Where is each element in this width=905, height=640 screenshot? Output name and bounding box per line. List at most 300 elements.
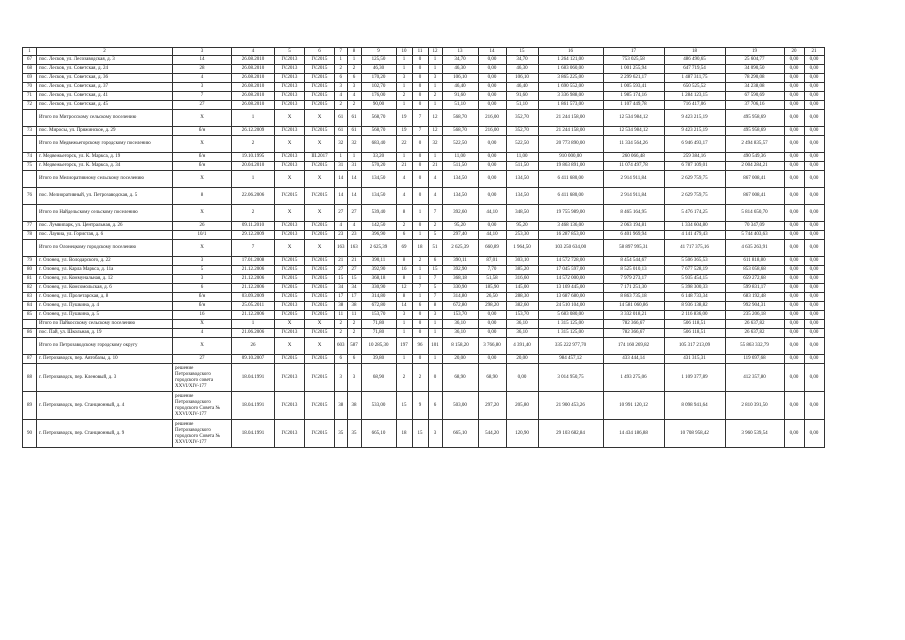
table-cell: 7 — [412, 127, 428, 136]
table-cell: IV.2015 — [275, 275, 305, 284]
table-cell: 24 510 104,00 — [538, 302, 603, 311]
table-cell: 544,20 — [478, 420, 506, 448]
table-cell: 0,00 — [784, 205, 804, 222]
table-cell: 1 493 275,06 — [603, 364, 664, 392]
table-cell: 0,00 — [804, 171, 824, 188]
address-cell: г. Медвежьегорск, ул. К. Маркса, д. 19 — [37, 153, 173, 162]
table-cell: 134,50 — [361, 171, 396, 188]
table-cell: 26.08.2010 — [232, 65, 275, 74]
table-cell: 185,90 — [478, 284, 506, 293]
table-cell: 3 — [335, 83, 348, 92]
column-number: 17 — [603, 48, 664, 56]
table-cell: 36,10 — [506, 329, 538, 338]
table-cell: IV.2013 — [275, 74, 305, 83]
table-cell: 599 831,17 — [725, 284, 784, 293]
table-cell: 0,00 — [784, 275, 804, 284]
table-cell: 7 — [412, 110, 428, 127]
table-cell: IV.2015 — [305, 355, 335, 364]
table-cell: 1 — [428, 101, 442, 110]
table-cell: IV.2015 — [305, 74, 335, 83]
table-cell: 5 398 300,33 — [664, 284, 725, 293]
table-cell: 1 — [396, 355, 412, 364]
table-cell: 659 272,68 — [725, 275, 784, 284]
column-number: 14 — [478, 48, 506, 56]
table-cell: IV.2015 — [305, 302, 335, 311]
table-cell: 15 — [412, 420, 428, 448]
document-cell: решение Петрозаводского городского Совета № XXVI/XIV-177 — [173, 420, 232, 448]
table-cell: 17 — [347, 293, 361, 302]
address-cell: г. Петрозаводск, пер. Кленовый, д. 3 — [37, 364, 173, 392]
table-cell: 5 744 403,63 — [725, 231, 784, 240]
table-cell: 9 423 215,19 — [664, 127, 725, 136]
table-cell: 1 — [335, 153, 348, 162]
table-cell: 12 — [428, 110, 442, 127]
table-cell: 3 — [347, 83, 361, 92]
table-cell: 33,20 — [361, 153, 396, 162]
address-cell: г. Олонец, ул. Пролетарская, д. 8 — [37, 293, 173, 302]
table-cell: 0,00 — [804, 302, 824, 311]
table-cell: 103 250 634,00 — [538, 240, 603, 257]
address-cell: пос. Лесков, ул. Советская, д. 41 — [37, 92, 173, 101]
table-cell: 2 494 835,57 — [725, 136, 784, 153]
table-cell: X — [305, 338, 335, 355]
table-cell: 348,50 — [506, 205, 538, 222]
table-cell: 2 — [396, 92, 412, 101]
table-cell: 0 — [412, 222, 428, 231]
table-cell: IV.2015 — [275, 293, 305, 302]
table-cell: 0,00 — [804, 127, 824, 136]
column-number: 12 — [428, 48, 442, 56]
table-cell: 170,20 — [361, 74, 396, 83]
table-cell: 6 411 680,00 — [538, 171, 603, 188]
table-cell: 26.12.2009 — [232, 127, 275, 136]
table-row — [23, 153, 825, 162]
address-cell: Итого по Мелиоративному сельскому поселению — [37, 171, 173, 188]
table-cell: IV.2013 — [275, 231, 305, 240]
table-cell: 72 — [23, 101, 37, 110]
column-number: 13 — [442, 48, 478, 56]
column-number: 8 — [347, 48, 361, 56]
table-cell: 3 332 018,21 — [603, 311, 664, 320]
address-cell: пос. Лесков, ул. Советская, д. 24 — [37, 65, 173, 74]
table-cell: 7 979 273,17 — [603, 275, 664, 284]
table-cell: 314,80 — [361, 293, 396, 302]
table-cell: 7 — [232, 240, 275, 257]
table-cell: 36,10 — [506, 320, 538, 329]
table-row — [23, 311, 825, 320]
table-cell: 0,00 — [804, 420, 824, 448]
table-cell: 83 — [23, 293, 37, 302]
table-cell: 34 — [335, 284, 348, 293]
table-cell: 34 238,08 — [725, 83, 784, 92]
table-cell: X — [305, 171, 335, 188]
table-cell: 25.05.2011 — [232, 302, 275, 311]
table-cell: 0,00 — [784, 65, 804, 74]
table-cell: 1 — [428, 320, 442, 329]
table-cell: 14 — [396, 302, 412, 311]
address-cell: Итого по Петрозаводскому городскому округу — [37, 338, 173, 355]
table-cell: 0,00 — [784, 127, 804, 136]
table-cell: 0 — [412, 101, 428, 110]
table-cell: 46,40 — [506, 83, 538, 92]
table-cell: 6 787 109,01 — [664, 162, 725, 171]
table-cell — [23, 205, 37, 222]
table-cell: 38 — [347, 392, 361, 420]
table-cell: 3 — [428, 74, 442, 83]
table-cell: 20,00 — [442, 355, 478, 364]
table-cell: 0,00 — [784, 364, 804, 392]
table-cell: IV.2013 — [275, 364, 305, 392]
column-number: 10 — [396, 48, 412, 56]
table-cell: 672,80 — [361, 302, 396, 311]
table-cell: 0,00 — [784, 136, 804, 153]
table-cell: 15 — [428, 266, 442, 275]
table-cell: X — [275, 320, 305, 329]
address-cell: пос. Лумвипарк, ул. Центральная, д. 26 — [37, 222, 173, 231]
table-cell: 0,00 — [784, 240, 804, 257]
table-cell: 3 — [347, 364, 361, 392]
table-cell: 0,00 — [804, 364, 824, 392]
table-cell: 3 865 225,00 — [538, 74, 603, 83]
table-row — [23, 420, 825, 448]
table-row — [23, 293, 825, 302]
table-cell — [23, 171, 37, 188]
table-cell: 18 — [396, 420, 412, 448]
table-cell: 0,00 — [804, 284, 824, 293]
table-cell: 51,58 — [478, 275, 506, 284]
table-cell: 0,00 — [784, 355, 804, 364]
table-cell: 0,00 — [804, 275, 824, 284]
document-cell: X — [173, 110, 232, 127]
table-cell: 314,80 — [442, 293, 478, 302]
table-cell: 0,00 — [804, 338, 824, 355]
table-cell: 2 004 284,21 — [725, 162, 784, 171]
table-cell: 539,40 — [361, 205, 396, 222]
table-cell: 7 — [428, 205, 442, 222]
table-cell: 17 — [335, 293, 348, 302]
table-cell: IV.2015 — [305, 266, 335, 275]
table-cell: 87 — [23, 355, 37, 364]
table-cell: IV.2015 — [275, 257, 305, 266]
table-cell: 0,00 — [784, 56, 804, 65]
table-cell: 2 — [232, 136, 275, 153]
table-cell: 09.10.2007 — [232, 355, 275, 364]
document-cell: 5 — [173, 266, 232, 275]
table-cell: 0,00 — [804, 205, 824, 222]
table-cell: X — [275, 136, 305, 153]
table-row — [23, 302, 825, 311]
document-cell: 27 — [173, 355, 232, 364]
column-number: 7 — [335, 48, 348, 56]
address-cell: Итого по Пайкосскому сельскому поселению — [37, 320, 173, 329]
table-cell: 11,00 — [442, 153, 478, 162]
table-cell: 26 — [232, 338, 275, 355]
column-number: 9 — [361, 48, 396, 56]
table-cell: 74 — [23, 153, 37, 162]
table-cell: 153,70 — [361, 311, 396, 320]
table-row — [23, 222, 825, 231]
table-cell: 12 — [396, 284, 412, 293]
address-cell: г. Олонец, ул. Карла Маркса, д. 11а — [37, 266, 173, 275]
table-cell: 46,30 — [361, 65, 396, 74]
table-cell: 46,40 — [442, 83, 478, 92]
table-cell: 1 — [428, 355, 442, 364]
table-cell: 0,00 — [478, 92, 506, 101]
table-cell: 672,80 — [442, 302, 478, 311]
table-cell: 16 — [396, 266, 412, 275]
table-cell: 2 — [232, 205, 275, 222]
table-row — [23, 364, 825, 392]
table-cell: 2 — [347, 320, 361, 329]
table-cell: 46,30 — [506, 65, 538, 74]
table-cell: III.2017 — [305, 153, 335, 162]
column-number: 2 — [37, 48, 173, 56]
table-cell: 46,30 — [442, 65, 478, 74]
table-cell: 21 — [347, 257, 361, 266]
table-cell: 85 — [23, 311, 37, 320]
table-cell: 0,00 — [784, 101, 804, 110]
column-number-row — [23, 48, 825, 56]
table-cell: 486 490,65 — [664, 56, 725, 65]
table-cell: 0,00 — [784, 329, 804, 338]
table-cell: 35 — [347, 420, 361, 448]
table-cell: 13 169 445,00 — [538, 284, 603, 293]
table-cell: IV.2015 — [275, 311, 305, 320]
table-cell: X — [275, 205, 305, 222]
table-cell: 0,00 — [784, 257, 804, 266]
table-cell: 2 299 621,17 — [603, 74, 664, 83]
table-row — [23, 266, 825, 275]
table-cell: 910 000,00 — [538, 153, 603, 162]
table-cell: 0,00 — [804, 162, 824, 171]
table-row — [23, 284, 825, 293]
table-cell: 11,00 — [506, 153, 538, 162]
table-cell: 32 — [428, 136, 442, 153]
table-cell: 61 — [347, 127, 361, 136]
table-cell: IV.2015 — [305, 188, 335, 205]
table-cell: 120,90 — [506, 420, 538, 448]
table-cell: 15 — [335, 275, 348, 284]
table-cell: 58 897 995,31 — [603, 240, 664, 257]
table-cell: 8 — [396, 257, 412, 266]
table-cell: 1 — [412, 231, 428, 240]
table-cell: 4 141 479,43 — [664, 231, 725, 240]
table-cell: 17 045 597,00 — [538, 266, 603, 275]
table-cell: 5 — [428, 284, 442, 293]
table-cell: 19.10.1995 — [232, 153, 275, 162]
table-cell: 73 — [23, 127, 37, 136]
column-number: 4 — [232, 48, 275, 56]
table-cell: 1 315 125,00 — [538, 320, 603, 329]
table-cell: 0 — [412, 136, 428, 153]
table-cell: 1 — [347, 56, 361, 65]
table-cell: 1 334 604,80 — [664, 222, 725, 231]
table-cell: 587 — [347, 338, 361, 355]
table-cell: 26 637,82 — [725, 329, 784, 338]
address-cell: пос. Лесков, ул. Советская, д. 36 — [37, 74, 173, 83]
table-cell: 1 — [232, 171, 275, 188]
table-cell: 0 — [412, 92, 428, 101]
table-cell: IV.2013 — [275, 65, 305, 74]
table-cell: 27 — [335, 205, 348, 222]
table-cell: 0,00 — [804, 65, 824, 74]
table-row — [23, 162, 825, 171]
table-cell: 26.08.2010 — [232, 74, 275, 83]
table-cell: 259 384,16 — [664, 153, 725, 162]
table-cell: IV.2013 — [275, 392, 305, 420]
address-cell: пос. Мелиоративный, ул. Петрозаводская, д. 5 — [37, 188, 173, 205]
table-cell: 2 629 759,75 — [664, 171, 725, 188]
document-cell: б/н — [173, 153, 232, 162]
table-cell: 1 — [428, 153, 442, 162]
table-cell: IV.2015 — [305, 293, 335, 302]
address-cell: пос. Лесков, ул. Советская, д. 45 — [37, 101, 173, 110]
table-cell: 79 — [23, 257, 37, 266]
table-cell: 568,70 — [442, 110, 478, 127]
table-cell: 8 — [396, 293, 412, 302]
table-cell: 14 — [335, 171, 348, 188]
table-cell: 3 — [428, 420, 442, 448]
column-number: 6 — [305, 48, 335, 56]
table-cell: 0,00 — [804, 311, 824, 320]
table-cell: 1 — [347, 153, 361, 162]
table-cell: 4 — [335, 222, 348, 231]
table-cell: 22.06.2006 — [232, 188, 275, 205]
table-cell: 352,70 — [506, 110, 538, 127]
table-cell: 0,00 — [804, 231, 824, 240]
table-cell: 0 — [412, 311, 428, 320]
table-cell: 9 423 215,19 — [664, 110, 725, 127]
table-cell: 153,70 — [506, 311, 538, 320]
table-cell: 570,20 — [361, 162, 396, 171]
table-cell — [23, 338, 37, 355]
table-cell: 81 — [23, 275, 37, 284]
table-cell: 2 — [412, 364, 428, 392]
table-cell: 205,80 — [506, 392, 538, 420]
table-cell: 647 719,54 — [664, 65, 725, 74]
table-cell: 8 936 138,82 — [664, 302, 725, 311]
table-cell: IV.2013 — [275, 127, 305, 136]
table-cell: IV.2015 — [305, 257, 335, 266]
table-cell: 506 118,51 — [664, 329, 725, 338]
table-cell: 0,00 — [804, 83, 824, 92]
table-cell: 76 — [23, 188, 37, 205]
table-cell: 18 — [412, 240, 428, 257]
table-cell: 31 — [347, 162, 361, 171]
table-cell: 495 958,69 — [725, 127, 784, 136]
table-cell: 0,00 — [784, 171, 804, 188]
table-cell: 0,00 — [784, 153, 804, 162]
table-cell: 68,90 — [361, 364, 396, 392]
column-number: 1 — [23, 48, 37, 56]
table-cell: 84 — [23, 302, 37, 311]
table-cell: 0,00 — [784, 392, 804, 420]
table-cell: IV.2015 — [305, 127, 335, 136]
table-cell: 18.04.1991 — [232, 392, 275, 420]
table-cell: 1 — [428, 329, 442, 338]
table-cell: 0,00 — [478, 171, 506, 188]
table-cell: IV.2015 — [305, 275, 335, 284]
table-cell: 03.09.2009 — [232, 293, 275, 302]
table-cell: 253,30 — [506, 231, 538, 240]
table-cell: 44,10 — [478, 205, 506, 222]
table-cell: 782 366,67 — [603, 320, 664, 329]
table-row — [23, 338, 825, 355]
table-cell: 0,00 — [478, 311, 506, 320]
table-cell: 1 284 123,15 — [664, 92, 725, 101]
table-cell: 26.08.2010 — [232, 56, 275, 65]
table-cell: 14 — [347, 171, 361, 188]
table-cell: 106,10 — [442, 74, 478, 83]
document-cell: X — [173, 171, 232, 188]
table-cell: IV.2013 — [275, 83, 305, 92]
table-row — [23, 101, 825, 110]
table-cell: 6 411 680,00 — [538, 188, 603, 205]
table-cell: 611 818,80 — [725, 257, 784, 266]
table-cell: 288,30 — [506, 293, 538, 302]
table-row — [23, 110, 825, 127]
table-row — [23, 65, 825, 74]
table-cell: 19 — [396, 110, 412, 127]
table-cell: 2 810 391,50 — [725, 392, 784, 420]
table-cell: 21 — [335, 257, 348, 266]
table-cell — [23, 136, 37, 153]
table-cell: 19 863 891,00 — [538, 162, 603, 171]
table-cell: 4 — [347, 92, 361, 101]
table-cell: IV.2013 — [275, 302, 305, 311]
table-cell: 6 — [335, 355, 348, 364]
table-cell: 11 — [347, 311, 361, 320]
table-cell: 4 — [396, 188, 412, 205]
table-cell: 174 160 269,82 — [603, 338, 664, 355]
table-cell: IV.2015 — [305, 392, 335, 420]
column-number: 20 — [784, 48, 804, 56]
table-cell: 1 — [412, 293, 428, 302]
table-cell: 71,80 — [361, 329, 396, 338]
document-cell: решение Петрозаводского городского совета XXVI/XIV-177 — [173, 364, 232, 392]
table-row — [23, 127, 825, 136]
address-cell: г. Олонец, ул. Володарского, д. 22 — [37, 257, 173, 266]
table-cell: 25 604,77 — [725, 56, 784, 65]
table-cell: 6 401 969,94 — [603, 231, 664, 240]
document-cell: 4 — [173, 329, 232, 338]
table-cell: 12 — [428, 127, 442, 136]
address-cell: г. Олонец, ул. Комсомольская, д. 6 — [37, 284, 173, 293]
column-number: 5 — [275, 48, 305, 56]
table-cell: 34 — [347, 284, 361, 293]
table-cell: 1 861 573,00 — [538, 101, 603, 110]
table-cell: X — [305, 136, 335, 153]
table-cell: 6 — [347, 74, 361, 83]
table-cell: 665,10 — [361, 420, 396, 448]
table-cell: 396,90 — [361, 231, 396, 240]
table-cell: 1 — [428, 56, 442, 65]
table-cell: 1 — [412, 266, 428, 275]
table-cell: 0,00 — [804, 222, 824, 231]
table-cell: 29 103 682,84 — [538, 420, 603, 448]
table-cell: 5 683 080,00 — [538, 311, 603, 320]
table-cell: IV.2013 — [275, 420, 305, 448]
table-cell: 3 — [396, 74, 412, 83]
table-cell: IV.2015 — [305, 92, 335, 101]
table-cell: 90,00 — [361, 101, 396, 110]
table-cell: 1 — [396, 320, 412, 329]
table-cell: 12 534 984,12 — [603, 127, 664, 136]
table-cell: 11 074 497,78 — [603, 162, 664, 171]
table-cell: 134,50 — [506, 188, 538, 205]
table-cell: IV.2013 — [275, 162, 305, 171]
table-cell: 134,50 — [506, 171, 538, 188]
